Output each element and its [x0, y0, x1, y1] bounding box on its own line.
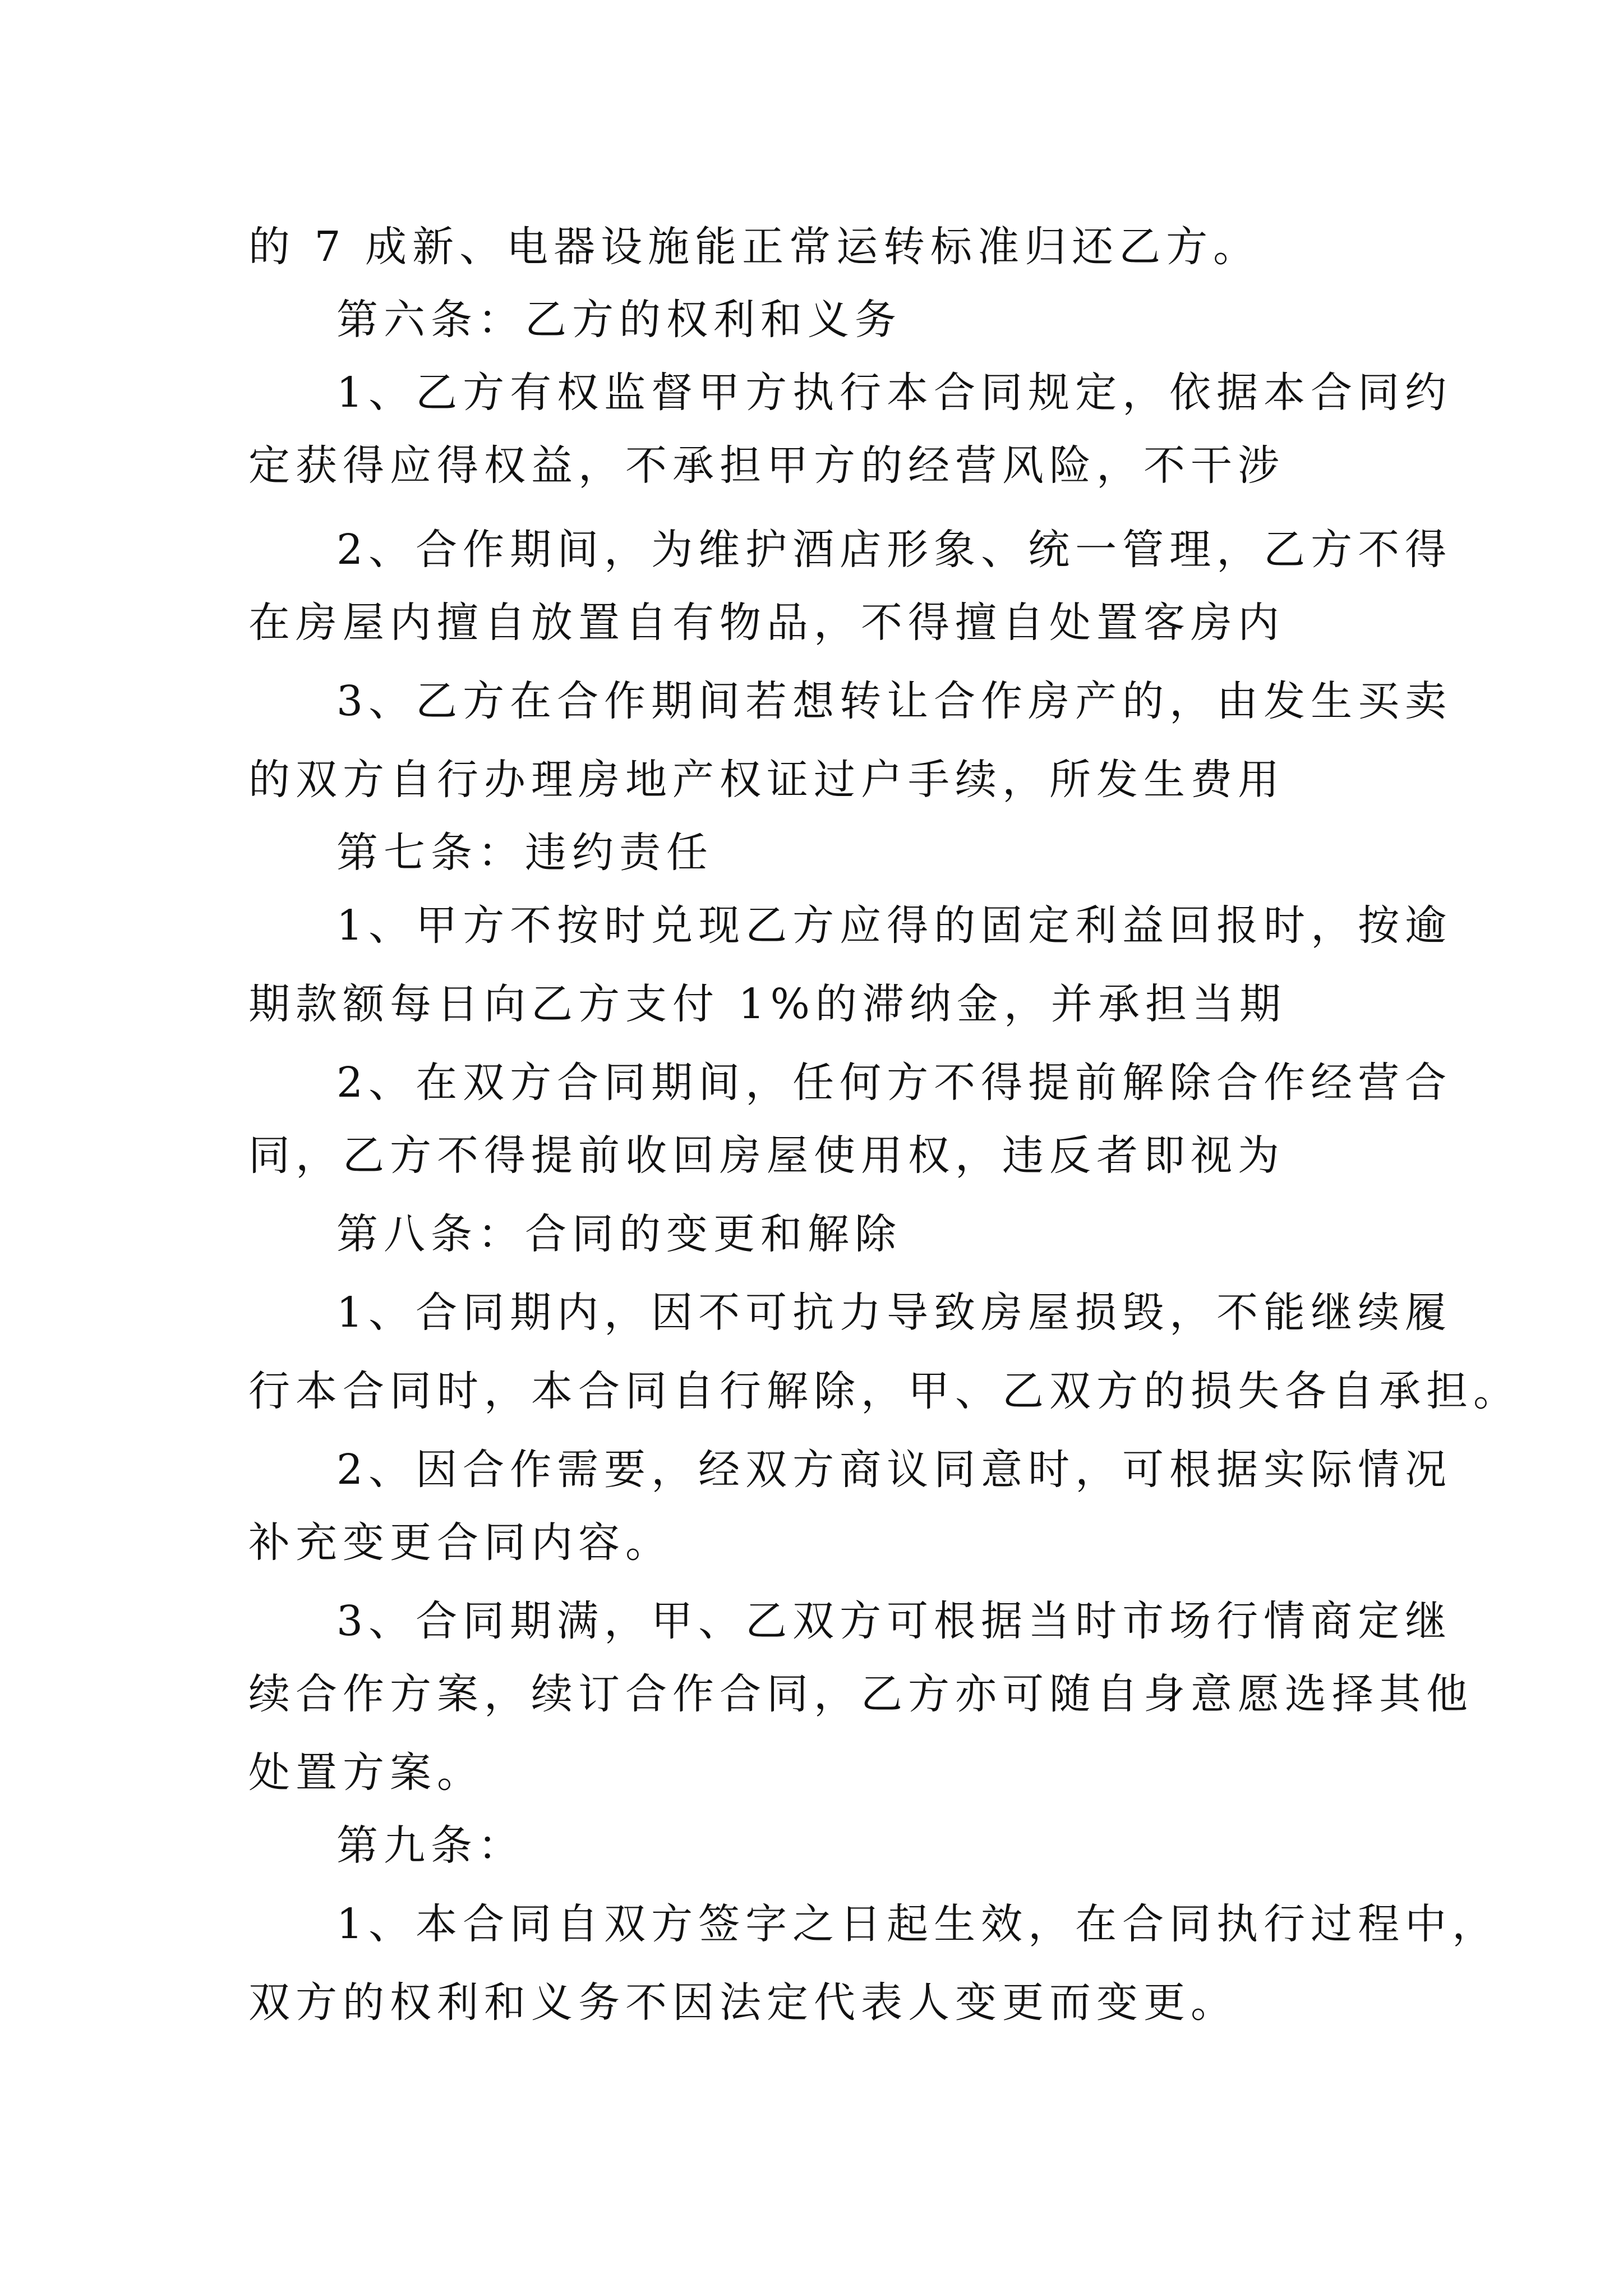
section-heading: 第六条：乙方的权利和义务 — [336, 296, 902, 344]
section-heading: 第八条：合同的变更和解除 — [336, 1210, 902, 1258]
text-line: 1、合同期内，因不可抗力导致房屋损毁，不能继续履 — [336, 1289, 1453, 1337]
text-line: 在房屋内擅自放置自有物品，不得擅自处置客房内 — [248, 599, 1285, 647]
text-line: 期款额每日向乙方支付 1%的滞纳金，并承担当期 — [248, 980, 1287, 1028]
text-line: 双方的权利和义务不因法定代表人变更而变更。 — [248, 1978, 1238, 2027]
text-line: 1、本合同自双方签字之日起生效，在合同执行过程中， — [336, 1900, 1500, 1948]
text-line: 的双方自行办理房地产权证过户手续，所发生费用 — [248, 756, 1285, 804]
text-line: 3、合同期满，甲、乙双方可根据当时市场行情商定继 — [336, 1597, 1453, 1645]
text-line: 3、乙方在合作期间若想转让合作房产的，由发生买卖 — [336, 677, 1453, 725]
text-line: 1、甲方不按时兑现乙方应得的固定利益回报时，按逾 — [336, 901, 1453, 950]
text-line: 补充变更合同内容。 — [248, 1519, 672, 1567]
text-line: 定获得应得权益，不承担甲方的经营风险，不干涉 — [248, 441, 1285, 490]
text-line: 的 7 成新、电器设施能正常运转标准归还乙方。 — [248, 223, 1261, 271]
text-line: 2、合作期间，为维护酒店形象、统一管理，乙方不得 — [336, 526, 1453, 574]
text-line: 处置方案。 — [248, 1749, 484, 1797]
text-line: 同，乙方不得提前收回房屋使用权，违反者即视为 — [248, 1131, 1285, 1180]
text-line: 2、在双方合同期间，任何方不得提前解除合作经营合 — [336, 1059, 1453, 1107]
text-line: 续合作方案，续订合作合同，乙方亦可随自身意愿选择其他 — [248, 1670, 1473, 1718]
section-heading: 第七条：违约责任 — [336, 829, 713, 877]
section-heading: 第九条： — [336, 1821, 525, 1870]
text-line: 2、因合作需要，经双方商议同意时，可根据实际情况 — [336, 1446, 1453, 1494]
text-line: 行本合同时，本合同自行解除，甲、乙双方的损失各自承担。 — [248, 1367, 1520, 1415]
text-line: 1、乙方有权监督甲方执行本合同规定，依据本合同约 — [336, 369, 1453, 417]
